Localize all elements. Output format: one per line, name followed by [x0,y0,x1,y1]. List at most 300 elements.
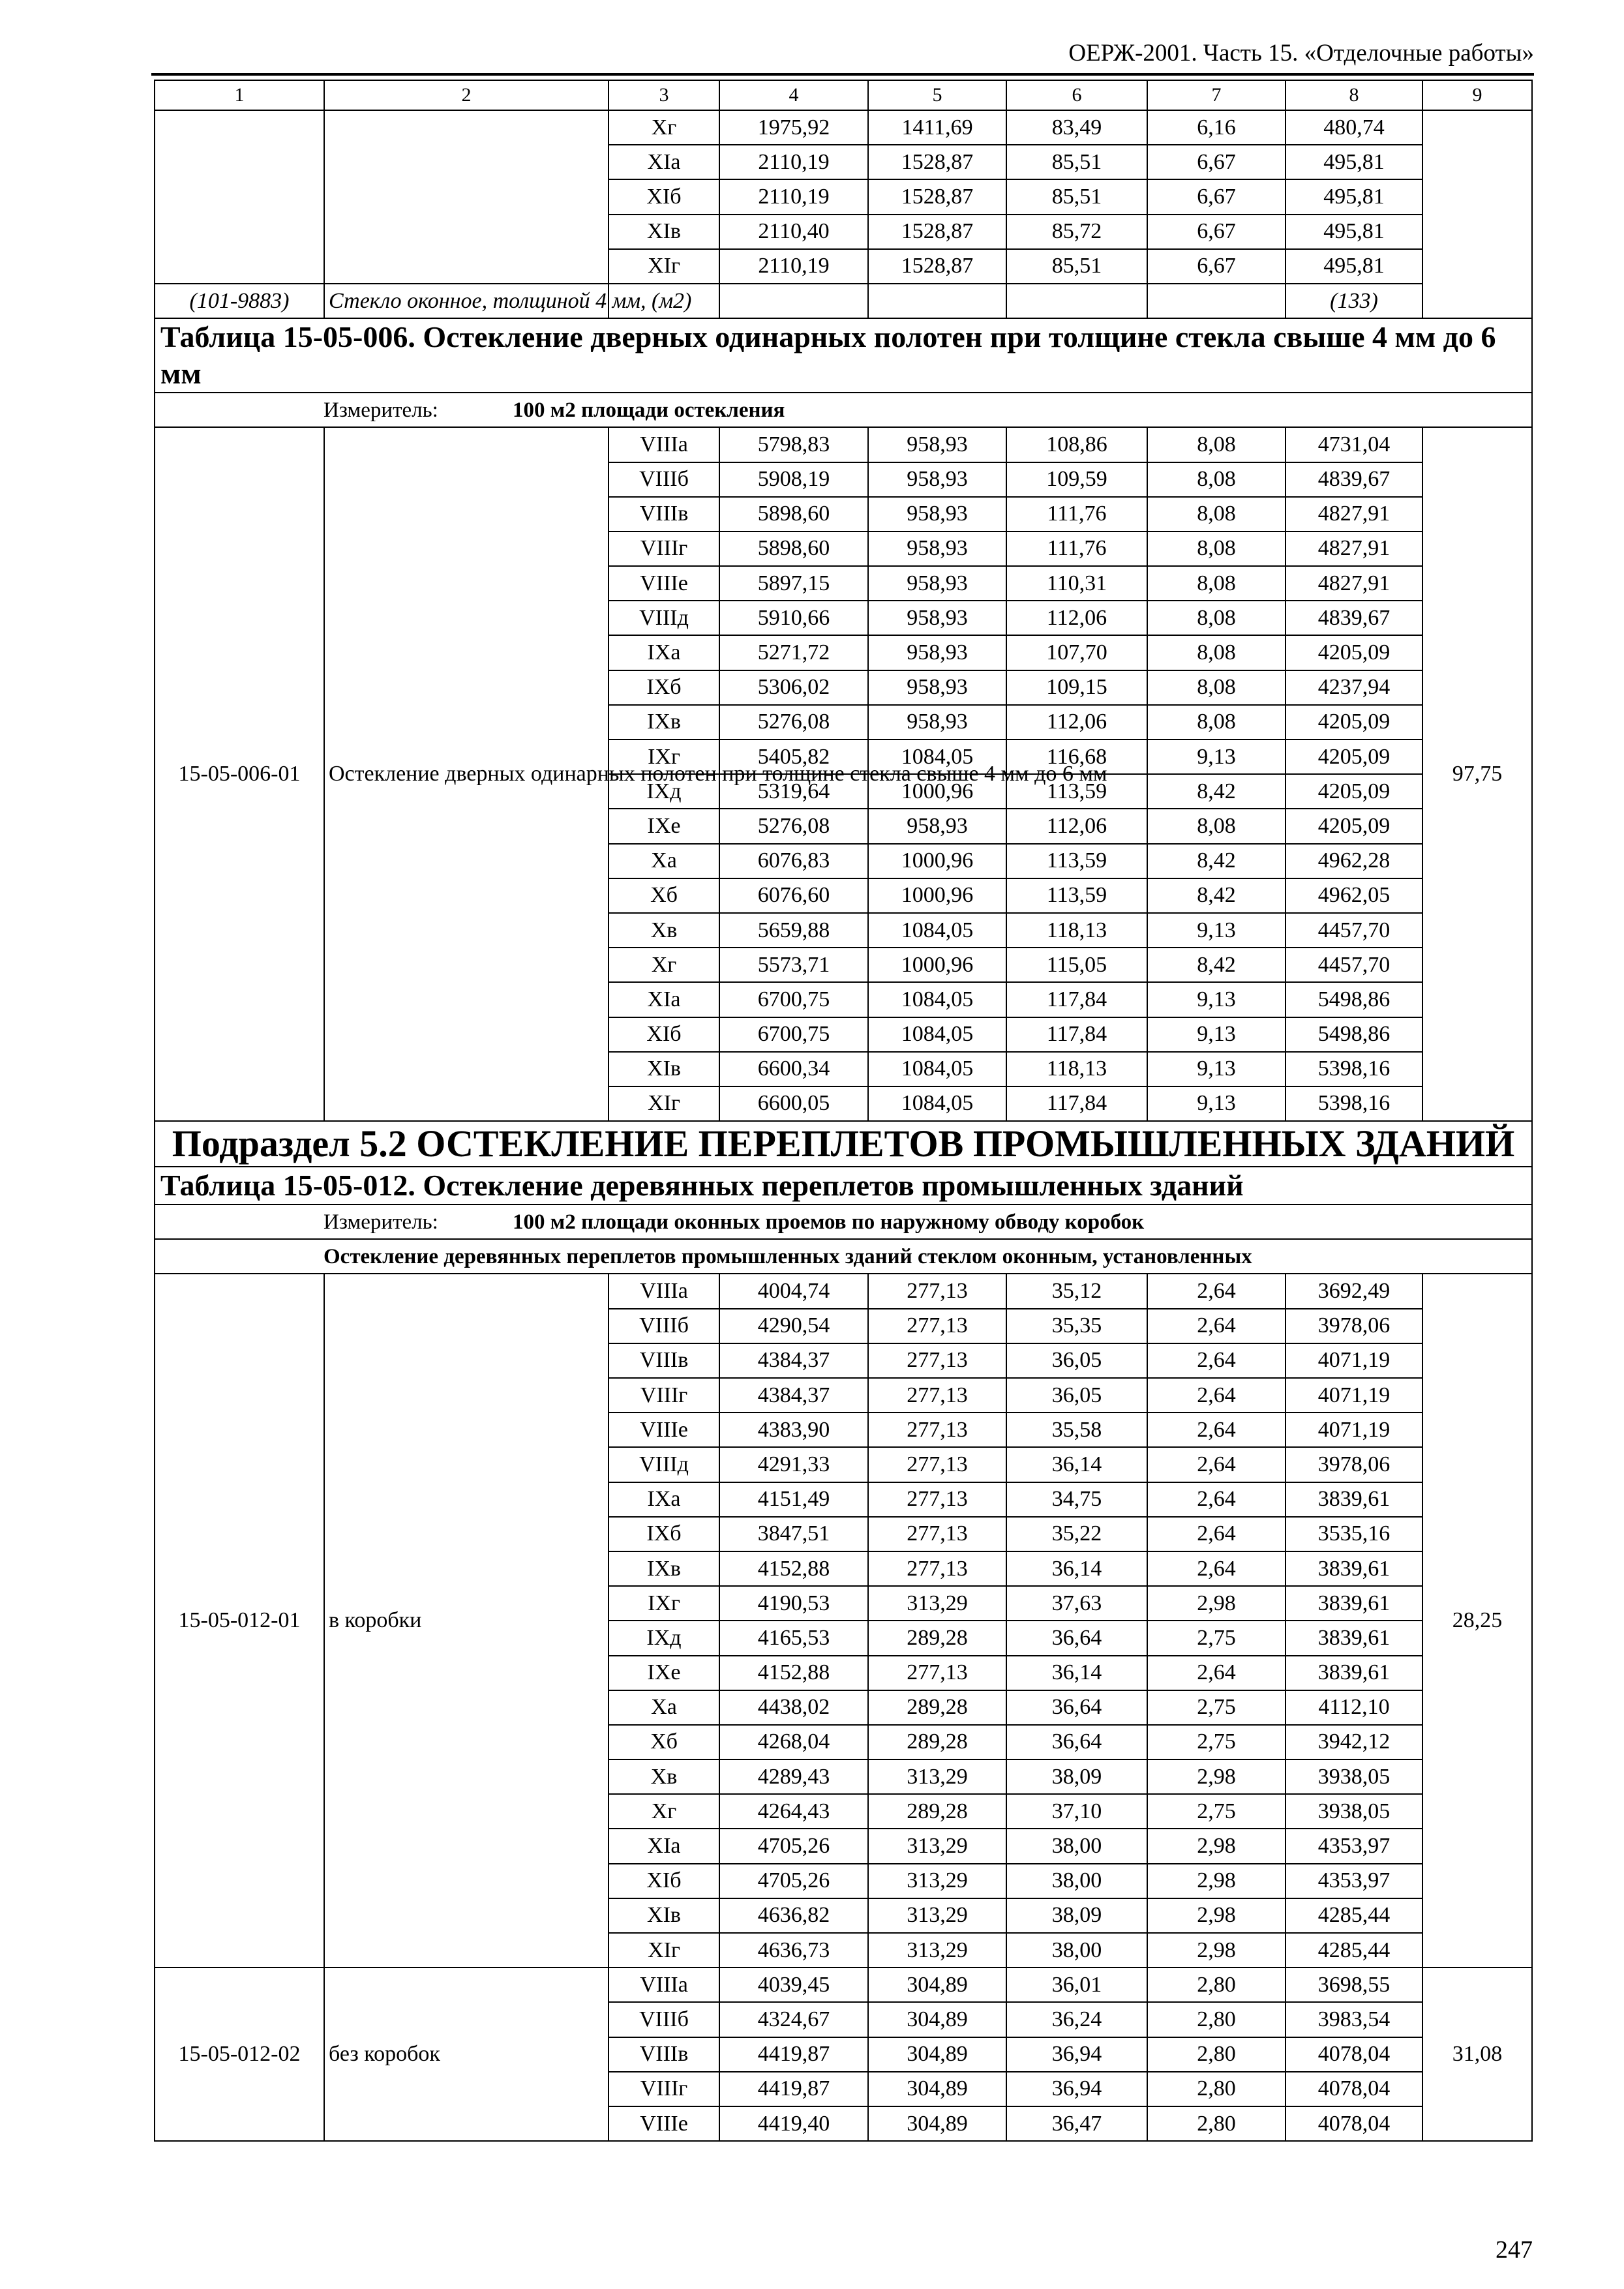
value-cell: 6076,83 [719,844,868,878]
value-cell: 36,64 [1006,1690,1147,1725]
region-code: XIг [609,1086,719,1121]
value-cell: 1000,96 [868,878,1006,913]
value-cell: 112,06 [1006,809,1147,843]
value-cell: 495,81 [1286,215,1422,249]
value-cell: 8,08 [1147,531,1286,566]
value-cell: 38,09 [1006,1759,1147,1794]
value-cell: 4078,04 [1286,2037,1422,2072]
value-cell: 2,98 [1147,1898,1286,1933]
subsection-title: Подраздел 5.2 ОСТЕКЛЕНИЕ ПЕРЕПЛЕТОВ ПРОМЫШЛЕННЫХ ЗДАНИЙ [155,1121,1532,1167]
value-cell: 35,22 [1006,1517,1147,1551]
region-code: VIIIг [609,2072,719,2106]
value-cell: 4290,54 [719,1309,868,1343]
region-code: XIг [609,1933,719,1967]
table-title: Таблица 15-05-006. Остекление дверных одинарных полотен при толщине стекла свыше 4 мм до 6 мм [155,318,1532,393]
value-cell: 36,05 [1006,1378,1147,1413]
value-cell: 1528,87 [868,179,1006,214]
value-cell: 6076,60 [719,878,868,913]
region-code: Xб [609,1725,719,1759]
value-cell: 289,28 [868,1794,1006,1829]
region-code: VIIIг [609,1378,719,1413]
value-cell: 1528,87 [868,145,1006,179]
value-cell: 289,28 [868,1725,1006,1759]
column-number: 4 [719,80,868,110]
value-cell: 277,13 [868,1309,1006,1343]
value-cell: 4827,91 [1286,566,1422,601]
value-cell: 2,64 [1147,1551,1286,1586]
column-number: 2 [324,80,609,110]
column-number: 7 [1147,80,1286,110]
col9-value: 28,25 [1422,1274,1532,1967]
value-cell: 2,64 [1147,1482,1286,1517]
value-cell: 111,76 [1006,497,1147,531]
value-cell: 2,75 [1147,1690,1286,1725]
material-code: (101-9883) [155,284,324,318]
material-value: (133) [1286,284,1422,318]
region-code: IXе [609,809,719,843]
value-cell: 3839,61 [1286,1551,1422,1586]
region-code: IXд [609,774,719,809]
value-cell: 34,75 [1006,1482,1147,1517]
value-cell: 37,63 [1006,1586,1147,1621]
rate-code: 15-05-006-01 [155,427,324,1121]
value-cell: 304,89 [868,2072,1006,2106]
region-code: VIIIб [609,2002,719,2037]
value-cell: 958,93 [868,809,1006,843]
value-cell: 118,13 [1006,913,1147,948]
value-cell: 480,74 [1286,110,1422,145]
region-code: VIIIв [609,497,719,531]
value-cell: 304,89 [868,1967,1006,2002]
region-code: XIа [609,145,719,179]
value-cell: 109,59 [1006,462,1147,497]
name-cell [324,110,609,284]
value-cell: 4205,09 [1286,740,1422,774]
rates-table [154,80,1533,2142]
value-cell: 4839,67 [1286,601,1422,635]
value-cell: 4152,88 [719,1656,868,1690]
value-cell: 6,67 [1147,145,1286,179]
value-cell: 112,06 [1006,601,1147,635]
value-cell: 2,98 [1147,1933,1286,1967]
value-cell: 38,00 [1006,1829,1147,1863]
value-cell: 2,75 [1147,1794,1286,1829]
value-cell: 5573,71 [719,948,868,982]
region-code: VIIIа [609,1967,719,2002]
measure-label: Измеритель: [323,1210,438,1234]
value-cell: 115,05 [1006,948,1147,982]
region-code: XIб [609,1864,719,1898]
value-cell: 116,68 [1006,740,1147,774]
value-cell: 1084,05 [868,1086,1006,1121]
value-cell: 277,13 [868,1447,1006,1482]
value-cell: 3839,61 [1286,1586,1422,1621]
value-cell: 2,64 [1147,1309,1286,1343]
value-cell: 8,08 [1147,601,1286,635]
value-cell: 36,64 [1006,1621,1147,1655]
value-cell: 2,64 [1147,1447,1286,1482]
region-code: IXг [609,740,719,774]
value-cell: 4419,87 [719,2072,868,2106]
value-cell: 304,89 [868,2106,1006,2141]
table-title: Таблица 15-05-012. Остекление деревянных переплетов промышленных зданий [155,1167,1532,1204]
value-cell: 117,84 [1006,1017,1147,1052]
value-cell: 9,13 [1147,740,1286,774]
value-cell: 958,93 [868,705,1006,740]
value-cell: 4268,04 [719,1725,868,1759]
value-cell: 3983,54 [1286,2002,1422,2037]
value-cell: 9,13 [1147,1017,1286,1052]
value-cell: 6,67 [1147,179,1286,214]
value-cell: 83,49 [1006,110,1147,145]
value-cell: 8,08 [1147,427,1286,462]
rate-name: в коробки [324,1274,609,1967]
value-cell: 117,84 [1006,1086,1147,1121]
value-cell: 9,13 [1147,982,1286,1017]
value-cell: 313,29 [868,1586,1006,1621]
column-number: 6 [1006,80,1147,110]
col9-value: 97,75 [1422,427,1532,1121]
table-row [155,427,1532,462]
value-cell: 5306,02 [719,670,868,705]
value-cell: 277,13 [868,1378,1006,1413]
value-cell: 2,98 [1147,1864,1286,1898]
value-cell: 3978,06 [1286,1447,1422,1482]
value-cell: 36,94 [1006,2037,1147,2072]
page-number: 247 [1496,2236,1533,2264]
value-cell: 958,93 [868,462,1006,497]
value-cell: 313,29 [868,1933,1006,1967]
value-cell: 38,00 [1006,1933,1147,1967]
value-cell: 2,64 [1147,1413,1286,1447]
value-cell: 6700,75 [719,982,868,1017]
value-cell: 495,81 [1286,249,1422,284]
value-cell: 5498,86 [1286,982,1422,1017]
value-cell: 958,93 [868,635,1006,670]
value-cell: 2,64 [1147,1274,1286,1308]
value-cell: 4151,49 [719,1482,868,1517]
header-rule [151,73,1534,76]
value-cell: 5405,82 [719,740,868,774]
value-cell: 4705,26 [719,1864,868,1898]
value-cell: 2,98 [1147,1759,1286,1794]
value-cell: 85,51 [1006,249,1147,284]
subtitle-row [155,1239,1532,1274]
value-cell: 304,89 [868,2002,1006,2037]
value-cell: 958,93 [868,497,1006,531]
region-code: XIв [609,215,719,249]
table-row [155,1967,1532,2002]
value-cell: 111,76 [1006,531,1147,566]
value-cell: 958,93 [868,531,1006,566]
value-cell: 4353,97 [1286,1864,1422,1898]
value-cell: 1000,96 [868,948,1006,982]
value-cell: 495,81 [1286,145,1422,179]
value-cell: 36,14 [1006,1551,1147,1586]
region-code: VIIIд [609,1447,719,1482]
value-cell: 6,16 [1147,110,1286,145]
value-cell: 2,80 [1147,2106,1286,2141]
value-cell: 36,14 [1006,1447,1147,1482]
value-cell: 36,24 [1006,2002,1147,2037]
empty-cell [1147,284,1286,318]
value-cell: 1411,69 [868,110,1006,145]
value-cell: 2,80 [1147,1967,1286,2002]
value-cell: 958,93 [868,566,1006,601]
region-code: Xг [609,110,719,145]
value-cell: 3978,06 [1286,1309,1422,1343]
value-cell: 313,29 [868,1864,1006,1898]
value-cell: 35,35 [1006,1309,1147,1343]
value-cell: 3839,61 [1286,1482,1422,1517]
region-code: Xг [609,948,719,982]
value-cell: 4419,87 [719,2037,868,2072]
value-cell: 4419,40 [719,2106,868,2141]
value-cell: 8,08 [1147,497,1286,531]
value-cell: 4039,45 [719,1967,868,2002]
value-cell: 6,67 [1147,215,1286,249]
value-cell: 37,10 [1006,1794,1147,1829]
region-code: VIIIа [609,427,719,462]
value-cell: 5319,64 [719,774,868,809]
value-cell: 4384,37 [719,1343,868,1378]
rate-name: Остекление дверных одинарных полотен при толщине стекла свыше 4 мм до 6 мм [324,427,609,1121]
region-code: IXд [609,1621,719,1655]
value-cell: 4285,44 [1286,1898,1422,1933]
region-code: Xб [609,878,719,913]
measure-row [155,1204,1532,1239]
value-cell: 36,94 [1006,2072,1147,2106]
value-cell: 2110,19 [719,249,868,284]
value-cell: 4237,94 [1286,670,1422,705]
value-cell: 118,13 [1006,1052,1147,1086]
value-cell: 1084,05 [868,913,1006,948]
value-cell: 4731,04 [1286,427,1422,462]
region-code: IXа [609,1482,719,1517]
value-cell: 1000,96 [868,774,1006,809]
value-cell: 6600,05 [719,1086,868,1121]
value-cell: 4457,70 [1286,913,1422,948]
region-code: Xа [609,1690,719,1725]
value-cell: 4205,09 [1286,635,1422,670]
col9-value: 31,08 [1422,1967,1532,2141]
region-code: VIIIд [609,601,719,635]
value-cell: 8,08 [1147,635,1286,670]
value-cell: 1084,05 [868,740,1006,774]
region-code: Xв [609,913,719,948]
region-code: VIIIб [609,462,719,497]
value-cell: 3692,49 [1286,1274,1422,1308]
value-cell: 113,59 [1006,774,1147,809]
region-code: IXг [609,1586,719,1621]
region-code: VIIIг [609,531,719,566]
value-cell: 36,05 [1006,1343,1147,1378]
value-cell: 4205,09 [1286,809,1422,843]
value-cell: 3839,61 [1286,1621,1422,1655]
rate-code: 15-05-012-02 [155,1967,324,2141]
value-cell: 4324,67 [719,2002,868,2037]
value-cell: 4071,19 [1286,1413,1422,1447]
region-code: VIIIб [609,1309,719,1343]
value-cell: 289,28 [868,1690,1006,1725]
value-cell: 85,72 [1006,215,1147,249]
value-cell: 4384,37 [719,1378,868,1413]
table-title-row [155,318,1532,393]
value-cell: 4353,97 [1286,1829,1422,1863]
rate-name: без коробок [324,1967,609,2141]
value-cell: 85,51 [1006,179,1147,214]
region-code: XIа [609,1829,719,1863]
code-cell [155,110,324,284]
region-code: IXа [609,635,719,670]
material-row [155,284,1532,318]
column-number: 3 [609,80,719,110]
value-cell: 6600,34 [719,1052,868,1086]
value-cell: 1084,05 [868,982,1006,1017]
value-cell: 2110,19 [719,179,868,214]
value-cell: 277,13 [868,1517,1006,1551]
value-cell: 4004,74 [719,1274,868,1308]
value-cell: 289,28 [868,1621,1006,1655]
value-cell: 1000,96 [868,844,1006,878]
value-cell: 1975,92 [719,110,868,145]
table-subtitle: Остекление деревянных переплетов промышленных зданий стеклом оконным, установленных [155,1239,1532,1274]
value-cell: 4078,04 [1286,2072,1422,2106]
value-cell: 304,89 [868,2037,1006,2072]
region-code: IXв [609,1551,719,1586]
value-cell: 4827,91 [1286,497,1422,531]
value-cell: 36,14 [1006,1656,1147,1690]
value-cell: 5398,16 [1286,1086,1422,1121]
value-cell: 4962,05 [1286,878,1422,913]
value-cell: 8,08 [1147,566,1286,601]
value-cell: 35,12 [1006,1274,1147,1308]
value-cell: 4291,33 [719,1447,868,1482]
value-cell: 1084,05 [868,1017,1006,1052]
value-cell: 4152,88 [719,1551,868,1586]
value-cell: 5271,72 [719,635,868,670]
value-cell: 36,01 [1006,1967,1147,2002]
value-cell: 2,75 [1147,1621,1286,1655]
value-cell: 4285,44 [1286,1933,1422,1967]
region-code: VIIIе [609,566,719,601]
table-title-row [155,1167,1532,1204]
column-numbers-row [155,80,1532,110]
col9-cell [1422,110,1532,318]
value-cell: 8,08 [1147,670,1286,705]
value-cell: 4112,10 [1286,1690,1422,1725]
region-code: VIIIе [609,1413,719,1447]
value-cell: 107,70 [1006,635,1147,670]
value-cell: 5659,88 [719,913,868,948]
value-cell: 36,47 [1006,2106,1147,2141]
value-cell: 4438,02 [719,1690,868,1725]
value-cell: 3938,05 [1286,1759,1422,1794]
value-cell: 5276,08 [719,809,868,843]
value-cell: 2,80 [1147,2002,1286,2037]
region-code: Xв [609,1759,719,1794]
value-cell: 117,84 [1006,982,1147,1017]
region-code: XIв [609,1898,719,1933]
value-cell: 4383,90 [719,1413,868,1447]
value-cell: 85,51 [1006,145,1147,179]
value-cell: 4636,82 [719,1898,868,1933]
value-cell: 4071,19 [1286,1343,1422,1378]
value-cell: 5897,15 [719,566,868,601]
table-row [155,1274,1532,1308]
value-cell: 4190,53 [719,1586,868,1621]
value-cell: 113,59 [1006,844,1147,878]
value-cell: 9,13 [1147,1052,1286,1086]
measure-unit: 100 м2 площади остекления [513,398,785,422]
value-cell: 4839,67 [1286,462,1422,497]
region-code: IXв [609,705,719,740]
value-cell: 36,64 [1006,1725,1147,1759]
value-cell: 35,58 [1006,1413,1147,1447]
column-number: 9 [1422,80,1532,110]
value-cell: 495,81 [1286,179,1422,214]
value-cell: 8,42 [1147,948,1286,982]
value-cell: 8,42 [1147,844,1286,878]
value-cell: 313,29 [868,1759,1006,1794]
value-cell: 8,42 [1147,774,1286,809]
value-cell: 277,13 [868,1656,1006,1690]
value-cell: 8,08 [1147,809,1286,843]
table-row [155,110,1532,145]
region-code: XIг [609,249,719,284]
value-cell: 8,42 [1147,878,1286,913]
value-cell: 2,75 [1147,1725,1286,1759]
empty-cell [719,284,868,318]
empty-cell [1006,284,1147,318]
value-cell: 1528,87 [868,249,1006,284]
region-code: XIв [609,1052,719,1086]
value-cell: 9,13 [1147,913,1286,948]
value-cell: 277,13 [868,1551,1006,1586]
value-cell: 6700,75 [719,1017,868,1052]
value-cell: 4205,09 [1286,705,1422,740]
value-cell: 8,08 [1147,462,1286,497]
value-cell: 3839,61 [1286,1656,1422,1690]
value-cell: 958,93 [868,670,1006,705]
value-cell: 2,64 [1147,1343,1286,1378]
value-cell: 4457,70 [1286,948,1422,982]
value-cell: 9,13 [1147,1086,1286,1121]
value-cell: 113,59 [1006,878,1147,913]
value-cell: 4827,91 [1286,531,1422,566]
value-cell: 4078,04 [1286,2106,1422,2141]
value-cell: 958,93 [868,427,1006,462]
region-code: IXе [609,1656,719,1690]
region-code: XIа [609,982,719,1017]
value-cell: 109,15 [1006,670,1147,705]
value-cell: 2,64 [1147,1378,1286,1413]
value-cell: 5910,66 [719,601,868,635]
measure-cell [155,1204,1532,1239]
value-cell: 112,06 [1006,705,1147,740]
value-cell: 2110,40 [719,215,868,249]
value-cell: 38,09 [1006,1898,1147,1933]
value-cell: 958,93 [868,601,1006,635]
value-cell: 2,80 [1147,2037,1286,2072]
value-cell: 1528,87 [868,215,1006,249]
value-cell: 5276,08 [719,705,868,740]
value-cell: 4071,19 [1286,1378,1422,1413]
rate-code: 15-05-012-01 [155,1274,324,1967]
value-cell: 4636,73 [719,1933,868,1967]
region-code: VIIIв [609,1343,719,1378]
value-cell: 6,67 [1147,249,1286,284]
